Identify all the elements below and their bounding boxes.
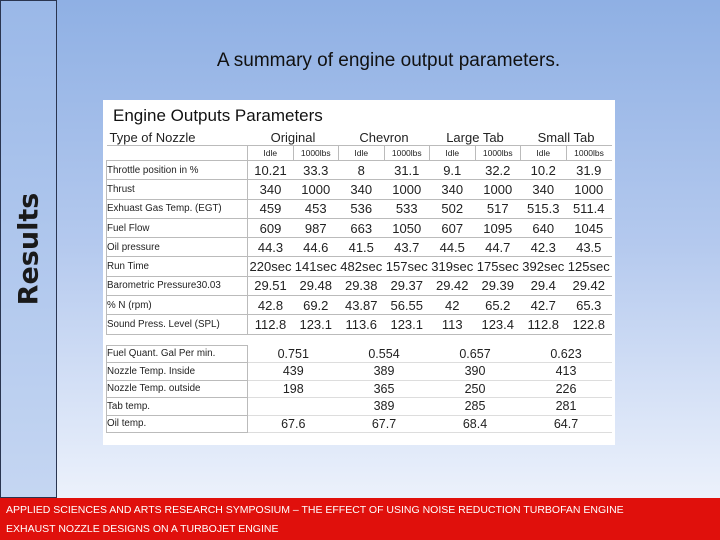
table-cell: 220sec	[248, 257, 294, 276]
table-cell: 1095	[475, 218, 521, 237]
row-label: Run Time	[107, 257, 248, 276]
table-cell: 1050	[384, 218, 430, 237]
table-cell: 29.42	[430, 276, 476, 295]
table-cell: 123.1	[293, 315, 339, 334]
table-cell: 31.1	[384, 161, 430, 180]
table-cell: 1000	[566, 180, 612, 199]
table-cell: 10.21	[248, 161, 294, 180]
table-cell: 250	[430, 380, 521, 398]
table-cell: 640	[521, 218, 567, 237]
table-heading: Engine Outputs Parameters	[113, 106, 323, 125]
table-cell: 511.4	[566, 199, 612, 218]
table-row	[107, 296, 612, 315]
sub-header: 1000lbs	[475, 146, 521, 161]
table-cell: 281	[521, 398, 612, 416]
table-cell: 41.5	[339, 238, 385, 257]
table-cell: 502	[430, 199, 476, 218]
table-cell: 0.554	[339, 345, 430, 363]
table-cell: 1000	[293, 180, 339, 199]
table-cell: 67.7	[339, 415, 430, 433]
table-cell: 65.3	[566, 296, 612, 315]
table-row	[107, 257, 612, 276]
side-panel	[0, 0, 57, 498]
table-cell: 609	[248, 218, 294, 237]
table-cell: 56.55	[384, 296, 430, 315]
table-row	[107, 199, 612, 218]
sub-header: 1000lbs	[384, 146, 430, 161]
table-cell: 0.623	[521, 345, 612, 363]
table-cell: 44.7	[475, 238, 521, 257]
table-row	[107, 276, 612, 295]
table-cell: 533	[384, 199, 430, 218]
table-cell: 112.8	[521, 315, 567, 334]
table-row	[107, 218, 612, 237]
table-cell: 44.3	[248, 238, 294, 257]
table-cell: 10.2	[521, 161, 567, 180]
table-cell: 1045	[566, 218, 612, 237]
row-label: Throttle position in %	[107, 161, 248, 180]
table-cell: 9.1	[430, 161, 476, 180]
table-cell: 44.5	[430, 238, 476, 257]
table-cell: 482sec	[339, 257, 385, 276]
table-cell: 390	[430, 363, 521, 381]
row-label: Oil pressure	[107, 238, 248, 257]
table-cell: 340	[248, 180, 294, 199]
row-label: Barometric Pressure30.03	[107, 276, 248, 295]
table-body-secondary	[107, 345, 612, 433]
nozzle-header: Chevron	[359, 129, 409, 145]
row-label: Sound Press. Level (SPL)	[107, 315, 248, 334]
table-cell	[248, 398, 339, 416]
table-cell: 607	[430, 218, 476, 237]
table-cell: 0.657	[430, 345, 521, 363]
table-cell: 29.37	[384, 276, 430, 295]
table-cell: 29.4	[521, 276, 567, 295]
table-cell: 340	[339, 180, 385, 199]
table-cell: 42.3	[521, 238, 567, 257]
table-cell: 113.6	[339, 315, 385, 334]
table-row	[107, 180, 612, 199]
row-label: Nozzle Temp. outside	[107, 380, 248, 398]
table-cell: 67.6	[248, 415, 339, 433]
table-cell: 1000	[475, 180, 521, 199]
table-cell: 43.5	[566, 238, 612, 257]
table-cell: 29.51	[248, 276, 294, 295]
table-cell: 536	[339, 199, 385, 218]
table-cell: 340	[430, 180, 476, 199]
table-cell: 44.6	[293, 238, 339, 257]
engine-outputs-table	[106, 129, 612, 433]
table-cell: 42.7	[521, 296, 567, 315]
table-cell: 987	[293, 218, 339, 237]
table-row	[107, 363, 612, 381]
table-cell: 29.38	[339, 276, 385, 295]
table-cell: 663	[339, 218, 385, 237]
table-cell: 365	[339, 380, 430, 398]
table-cell: 459	[248, 199, 294, 218]
table-row	[107, 398, 612, 416]
engine-outputs-table-box	[103, 100, 615, 445]
table-cell: 340	[521, 180, 567, 199]
sub-header: 1000lbs	[293, 146, 339, 161]
table-cell: 392sec	[521, 257, 567, 276]
table-cell: 123.1	[384, 315, 430, 334]
table-cell: 141sec	[293, 257, 339, 276]
footer-banner	[0, 498, 720, 540]
row-label: Exhuast Gas Temp. (EGT)	[107, 199, 248, 218]
table-cell: 389	[339, 398, 430, 416]
row-label: % N (rpm)	[107, 296, 248, 315]
table-cell: 29.42	[566, 276, 612, 295]
table-cell: 31.9	[566, 161, 612, 180]
table-cell: 29.48	[293, 276, 339, 295]
table-cell: 175sec	[475, 257, 521, 276]
sub-header: Idle	[521, 146, 567, 161]
sub-header: Idle	[248, 146, 294, 161]
table-cell: 43.7	[384, 238, 430, 257]
nozzle-header: Original	[270, 129, 316, 145]
sub-header: 1000lbs	[566, 146, 612, 161]
nozzle-type-label: Type of Nozzle	[109, 129, 196, 145]
table-cell: 65.2	[475, 296, 521, 315]
side-title: Results	[13, 192, 45, 306]
table-cell: 29.39	[475, 276, 521, 295]
table-row	[107, 315, 612, 334]
table-cell: 0.751	[248, 345, 339, 363]
footer-line-2: EXHAUST NOZZLE DESIGNS ON A TURBOJET ENGINE	[6, 523, 279, 535]
table-cell: 389	[339, 363, 430, 381]
table-row	[107, 380, 612, 398]
row-label: Thrust	[107, 180, 248, 199]
sub-header-blank	[107, 146, 248, 161]
table-cell: 43.87	[339, 296, 385, 315]
table-cell: 198	[248, 380, 339, 398]
row-label: Nozzle Temp. Inside	[107, 363, 248, 381]
nozzle-header: Large Tab	[446, 129, 504, 145]
table-spacer	[107, 334, 612, 345]
table-cell: 8	[339, 161, 385, 180]
table-cell: 226	[521, 380, 612, 398]
table-cell: 285	[430, 398, 521, 416]
row-label: Fuel Flow	[107, 218, 248, 237]
table-cell: 157sec	[384, 257, 430, 276]
table-row	[107, 345, 612, 363]
table-body-main	[107, 161, 612, 335]
table-cell: 515.3	[521, 199, 567, 218]
table-row	[107, 238, 612, 257]
table-cell: 64.7	[521, 415, 612, 433]
table-row	[107, 415, 612, 433]
slide-title: A summary of engine output parameters.	[216, 50, 561, 71]
table-cell: 125sec	[566, 257, 612, 276]
table-cell: 453	[293, 199, 339, 218]
table-cell: 69.2	[293, 296, 339, 315]
row-label: Oil temp.	[107, 415, 248, 433]
table-cell: 439	[248, 363, 339, 381]
table-cell: 42.8	[248, 296, 294, 315]
footer-line-1: APPLIED SCIENCES AND ARTS RESEARCH SYMPOSIUM – THE EFFECT OF USING NOISE REDUCTION TURBOFAN ENGINE	[6, 504, 624, 516]
sub-header: Idle	[339, 146, 385, 161]
row-label: Tab temp.	[107, 398, 248, 416]
table-cell: 68.4	[430, 415, 521, 433]
row-label: Fuel Quant. Gal Per min.	[107, 345, 248, 363]
table-cell: 122.8	[566, 315, 612, 334]
table-cell: 123.4	[475, 315, 521, 334]
nozzle-header: Small Tab	[537, 129, 595, 145]
table-cell: 112.8	[248, 315, 294, 334]
table-cell: 1000	[384, 180, 430, 199]
table-cell: 42	[430, 296, 476, 315]
table-cell: 517	[475, 199, 521, 218]
sub-header: Idle	[430, 146, 476, 161]
table-cell: 113	[430, 315, 476, 334]
table-cell: 413	[521, 363, 612, 381]
table-cell: 319sec	[430, 257, 476, 276]
table-cell: 32.2	[475, 161, 521, 180]
table-row	[107, 161, 612, 180]
table-cell: 33.3	[293, 161, 339, 180]
